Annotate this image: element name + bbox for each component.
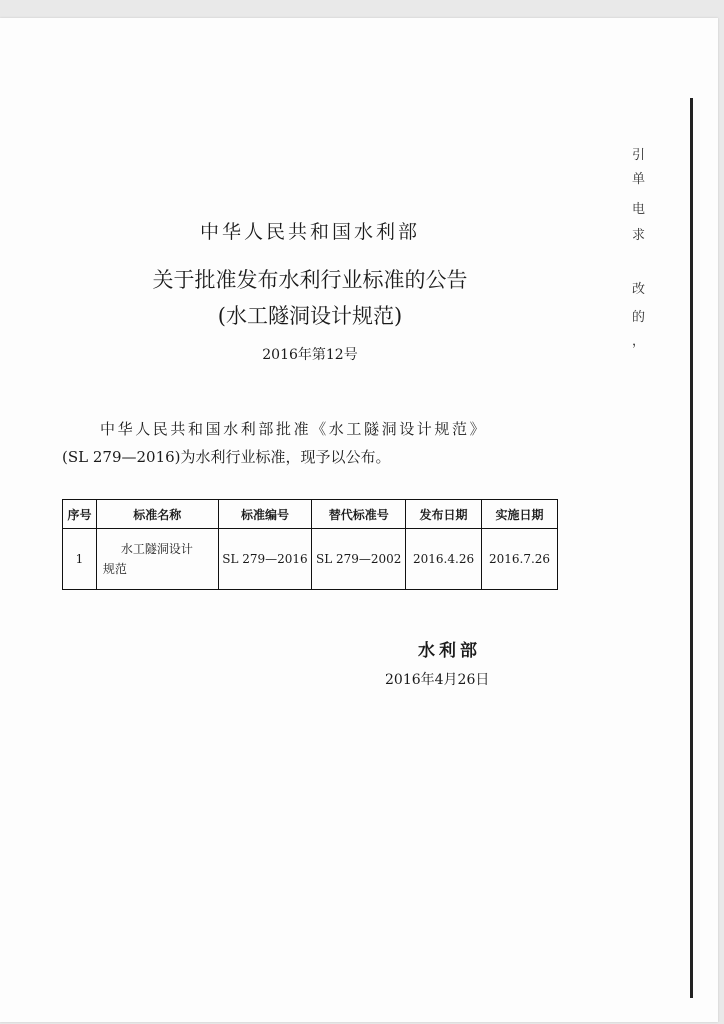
signer: 水利部 [418, 641, 481, 661]
header-index: 序号 [63, 500, 97, 529]
edge-fragment: 的 [632, 310, 646, 325]
header-standard-code: 标准编号 [218, 500, 312, 529]
document-page [0, 18, 718, 1022]
cell-standard-code: SL 279—2016 [218, 529, 312, 590]
header-publish-date: 发布日期 [406, 500, 482, 529]
table-row [63, 529, 558, 590]
notice-body-line-1: 中华人民共和国水利部批准《水工隧洞设计规范》 [100, 420, 488, 438]
table-header-row [63, 500, 558, 529]
header-replaced-code: 替代标准号 [312, 500, 406, 529]
notice-body-line-2: (SL 279—2016)为水利行业标准，现予以公布。 [62, 448, 391, 466]
header-standard-name: 标准名称 [96, 500, 218, 529]
cell-index: 1 [63, 529, 97, 590]
edge-fragment: ， [632, 334, 646, 349]
document-number: 2016年第12号 [262, 347, 358, 363]
notice-title: 关于批准发布水利行业标准的公告 [152, 268, 468, 292]
cell-standard-name [96, 529, 218, 590]
issuing-ministry: 中华人民共和国水利部 [199, 221, 420, 243]
header-effective-date: 实施日期 [482, 500, 558, 529]
cell-replaced-code: SL 279—2002 [312, 529, 406, 590]
standard-name-line-2: 规范 [102, 562, 127, 576]
standard-name-line-1: 水工隧洞设计 [120, 542, 193, 556]
edge-fragment: 引 [632, 148, 646, 163]
cell-publish-date: 2016.4.26 [406, 529, 482, 590]
edge-fragment: 单 [632, 172, 646, 187]
edge-fragment: 改 [632, 282, 646, 297]
edge-fragment: 电 [632, 202, 646, 217]
signature-date: 2016年4月26日 [385, 672, 490, 688]
cell-effective-date: 2016.7.26 [482, 529, 558, 590]
standards-table [62, 499, 558, 590]
notice-subtitle: (水工隧洞设计规范) [217, 304, 403, 328]
page-binding-edge [690, 98, 693, 998]
edge-fragment: 求 [632, 228, 646, 243]
